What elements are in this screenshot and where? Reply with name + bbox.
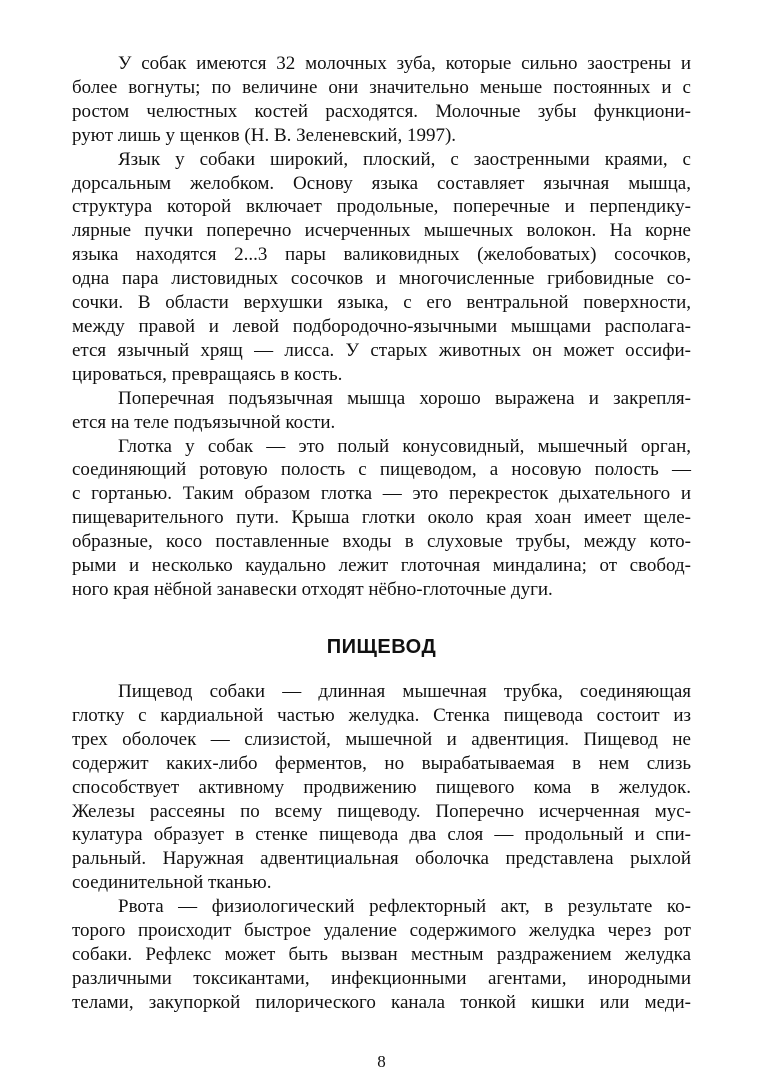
text-line: дорсальным желобком. Основу языка составляет язычная мышца,: [72, 172, 691, 194]
text-line: образные, косо поставленные входы в слуховые трубы, между кото-: [72, 531, 691, 553]
text-line: более вогнуты; по величине они значительно меньше постоянных и с: [72, 76, 691, 98]
text-line: ного края нёбной занавески отходят нёбно-глоточные дуги.: [72, 578, 553, 600]
text-line: сочки. В области верхушки языка, с его вентральной поверхности,: [72, 292, 691, 314]
section-heading: ПИЩЕВОД: [326, 636, 437, 658]
text-line: У собак имеются 32 молочных зуба, которые сильно заострены и: [118, 53, 691, 74]
text-line: соединяющий ротовую полость с пищеводом, а носовую полость —: [72, 459, 691, 481]
text-line: между правой и левой подбородочно-язычными мышцами располага-: [72, 315, 691, 337]
paragraph: [72, 680, 691, 895]
text-line: торого происходит быстрое удаление содержимого желудка через рот: [72, 920, 691, 942]
text-line: кулатура образует в стенке пищевода два слоя — продольный и спи-: [72, 824, 691, 846]
paragraph: [72, 148, 691, 387]
text-line: одна пара листовидных сосочков и многочисленные грибовидные со-: [72, 268, 691, 290]
text-line: рыми и несколько каудально лежит глоточная миндалина; от свобод-: [72, 555, 691, 577]
text-line: способствует активному продвижению пищевого кома в желудок.: [72, 776, 691, 798]
section-text-block: [72, 680, 691, 1015]
text-line: Поперечная подъязычная мышца хорошо выражена и закрепля-: [118, 387, 691, 409]
text-line: лярные пучки поперечно исчерченных мышечных волокон. На корне: [72, 220, 691, 242]
text-line: трех оболочек — слизистой, мышечной и адвентиция. Пищевод не: [72, 728, 691, 750]
text-line: телами, закупоркой пилорического канала тонкой кишки или меди-: [72, 991, 691, 1013]
paragraph: [72, 435, 691, 602]
text-line: ется на теле подъязычной кости.: [72, 411, 336, 433]
text-line: ется язычный хрящ — лисса. У старых животных он может оссифи-: [72, 339, 691, 361]
text-line: Язык у собаки широкий, плоский, с заостренными краями, с: [118, 148, 691, 170]
text-line: собаки. Рефлекс может быть вызван местным раздражением желудка: [72, 943, 691, 965]
text-line: с гортанью. Таким образом глотка — это перекресток дыхательного и: [72, 483, 691, 505]
text-line: Пищевод собаки — длинная мышечная трубка, соединяющая: [118, 681, 691, 702]
paragraph: [72, 387, 691, 435]
text-line: ральный. Наружная адвентициальная оболочка представлена рыхлой: [72, 848, 691, 870]
text-line: структура которой включает продольные, поперечные и перпендику-: [72, 196, 691, 218]
text-line: пищеварительного пути. Крыша глотки около края хоан имеет щеле-: [72, 507, 691, 529]
text-line: Железы рассеяны по всему пищеводу. Поперечно исчерченная мус-: [72, 800, 691, 822]
text-line: глотку с кардиальной частью желудка. Стенка пищевода состоит из: [72, 704, 691, 726]
text-line: Глотка у собак — это полый конусовидный, мышечный орган,: [118, 435, 691, 457]
paragraph: [72, 52, 691, 148]
text-line: цироваться, превращаясь в кость.: [72, 363, 343, 385]
text-line: соединительной тканью.: [72, 872, 272, 894]
text-line: ростом челюстных костей расходятся. Молочные зубы функциони-: [72, 100, 691, 122]
text-line: руют лишь у щенков (Н. В. Зеленевский, 1997).: [72, 124, 457, 146]
text-line: содержит каких-либо ферментов, но вырабатываемая в нем слизь: [72, 752, 691, 774]
page-number: 8: [377, 1052, 386, 1071]
text-line: различными токсикантами, инфекционными агентами, инородными: [72, 967, 691, 989]
text-line: языка находятся 2...3 пары валиковидных (желобоватых) сосочков,: [72, 244, 691, 266]
intro-text-block: [72, 52, 691, 602]
text-line: Рвота — физиологический рефлекторный акт, в результате ко-: [118, 896, 691, 918]
paragraph: [72, 895, 691, 1015]
